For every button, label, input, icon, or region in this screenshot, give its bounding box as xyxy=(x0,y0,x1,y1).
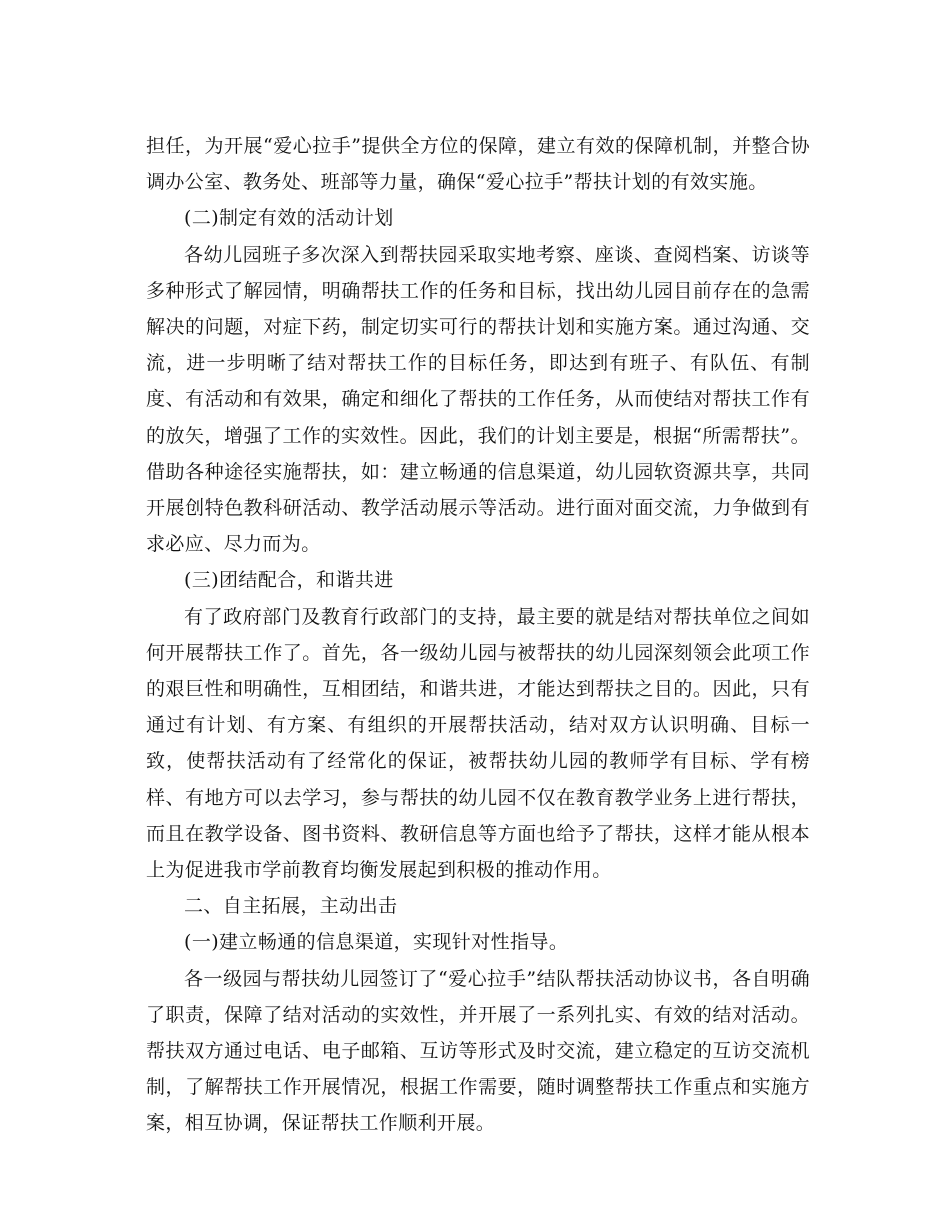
paragraph-continued: 担任，为开展“爱心拉手”提供全方位的保障，建立有效的保障机制，并整合协调办公室、教务处、班部等力量，确保“爱心拉手”帮扶计划的有效实施。 xyxy=(146,135,810,194)
paragraph: 各一级园与帮扶幼儿园签订了“爱心拉手”结队帮扶活动协议书，各自明确了职责，保障了结对活动的实效性，并开展了一系列扎实、有效的结对活动。帮扶双方通过电话、电子邮箱、互访等形式及时交流，建立稳定的互访交流机制，了解帮扶工作开展情况，根据工作需要，随时调整帮扶工作重点和实施方案，相互协调，保证帮扶工作顺利开展。 xyxy=(146,967,810,1135)
section-heading-1: (一)建立畅通的信息渠道，实现针对性指导。 xyxy=(184,931,569,954)
section-heading-3: (三)团结配合，和谐共进 xyxy=(184,569,394,592)
chapter-heading-2: 二、自主拓展，主动出击 xyxy=(184,895,398,918)
document-body xyxy=(146,128,810,1142)
paragraph: 各幼儿园班子多次深入到帮扶园采取实地考察、座谈、查阅档案、访谈等多种形式了解园情，明确帮扶工作的任务和目标，找出幼儿园目前存在的急需解决的问题，对症下药，制定切实可行的帮扶计划和实施方案。通过沟通、交流，进一步明晰了结对帮扶工作的目标任务，即达到有班子、有队伍、有制度、有活动和有效果，确定和细化了帮扶的工作任务，从而使结对帮扶工作有的放矢，增强了工作的实效性。因此，我们的计划主要是，根据“所需帮扶”。借助各种途径实施帮扶，如：建立畅通的信息渠道，幼儿园软资源共享，共同开展创特色教科研活动、教学活动展示等活动。进行面对面交流，力争做到有求必应、尽力而为。 xyxy=(146,243,810,556)
paragraph: 有了政府部门及教育行政部门的支持，最主要的就是结对帮扶单位之间如何开展帮扶工作了。首先，各一级幼儿园与被帮扶的幼儿园深刻领会此项工作的艰巨性和明确性，互相团结，和谐共进，才能达到帮扶之目的。因此，只有通过有计划、有方案、有组织的开展帮扶活动，结对双方认识明确、目标一致，使帮扶活动有了经常化的保证，被帮扶幼儿园的教师学有目标、学有榜样、有地方可以去学习，参与帮扶的幼儿园不仅在教育教学业务上进行帮扶，而且在教学设备、图书资料、教研信息等方面也给予了帮扶，这样才能从根本上为促进我市学前教育均衡发展起到积极的推动作用。 xyxy=(146,605,810,882)
section-heading-2: (二)制定有效的活动计划 xyxy=(184,207,394,230)
